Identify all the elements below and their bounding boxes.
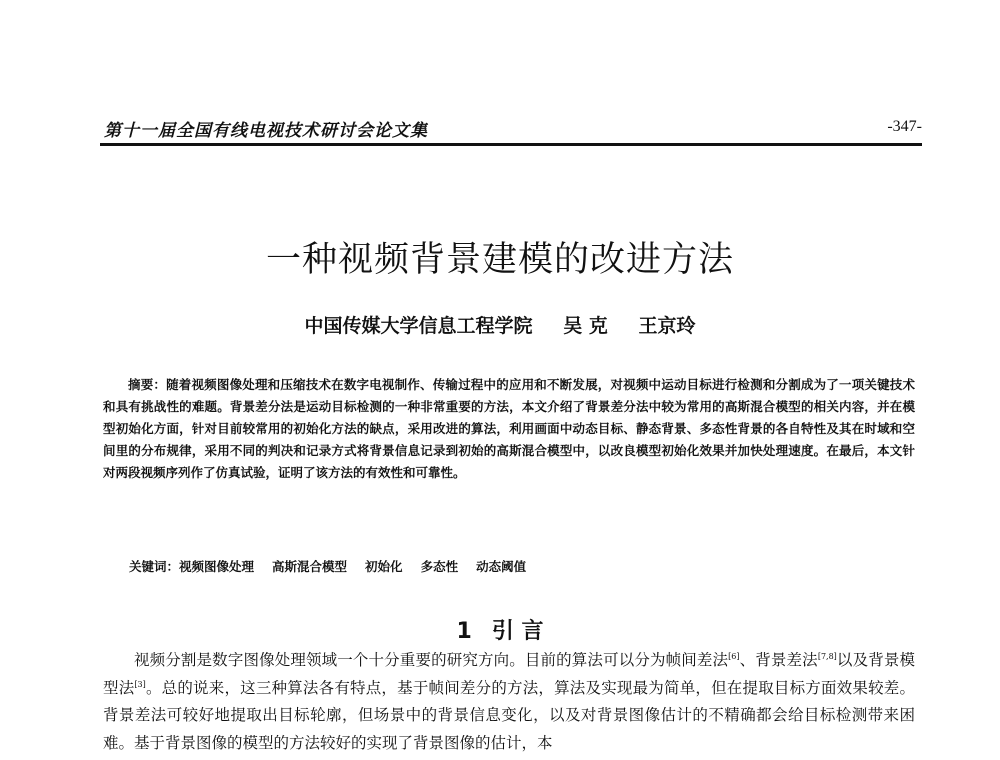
section-number: 1: [456, 619, 472, 644]
author-name: 王京玲: [638, 315, 696, 337]
intro-text: 视频分割是数字图像处理领域一个十分重要的研究方向。目前的算法可以分为帧间差法: [134, 651, 729, 669]
keyword: 视频图像处理: [179, 559, 255, 574]
section-heading: [0, 614, 1000, 645]
keywords-label: 关键词：: [129, 559, 180, 574]
citation: [3]: [134, 679, 146, 689]
citation: [7,8]: [817, 652, 837, 661]
intro-text: 、背景差法: [739, 651, 818, 669]
keyword: 高斯混合模型: [272, 559, 348, 574]
intro-text: 以及背景模型法: [103, 651, 915, 697]
affiliation: 中国传媒大学信息工程学院: [304, 315, 533, 337]
running-header: 第十一届全国有线电视技术研讨会论文集: [104, 121, 428, 141]
abstract: 摘要：随着视频图像处理和压缩技术在数字电视制作、传输过程中的应用和不断发展，对视频中运动目标进行检测和分割成为了一项关键技术和具有挑战性的难题。背景差分法是运动目标检测的一种非常重要的方法，本文介绍了背景差分法中较为常用的高斯混合模型的相关内容，并在模型初始化方面，针对目前较常用的初始化方法的缺点，采用改进的算法，利用画面中动态目标、静态背景、多态性背景的各自特性及其在时域和空间里的分布规律，采用不同的判决和记录方式将背景信息记录到初始的高斯混合模型中，以改良模型初始化效果并加快处理速度。在最后，本文针对两段视频序列作了仿真试验，证明了该方法的有效性和可靠性。: [103, 377, 915, 480]
keywords: [129, 557, 544, 575]
paper-title: 一种视频背景建模的改进方法: [265, 240, 734, 280]
header-rule: [100, 143, 922, 146]
intro-text: 。总的说来，这三种算法各有特点，基于帧间差分的方法，算法及实现最为简单，但在提取目标方面效果较差。背景差法可较好地提取出目标轮廓，但场景中的背景信息变化，以及对背景图像估计的不精确都会给目标检测带来困难。基于背景图像的模型的方法较好的实现了背景图像的估计，本: [103, 678, 915, 752]
intro-paragraph: [103, 647, 915, 757]
keyword: 多态性: [420, 559, 459, 574]
keyword: 初始化: [365, 559, 403, 574]
author-line: [0, 311, 1000, 338]
citation: [6]: [728, 652, 740, 661]
page-number: -347-: [887, 118, 922, 135]
section-title: 引 言: [491, 619, 544, 644]
author-name: 吴 克: [563, 315, 608, 337]
keyword: 动态阈值: [476, 559, 527, 574]
